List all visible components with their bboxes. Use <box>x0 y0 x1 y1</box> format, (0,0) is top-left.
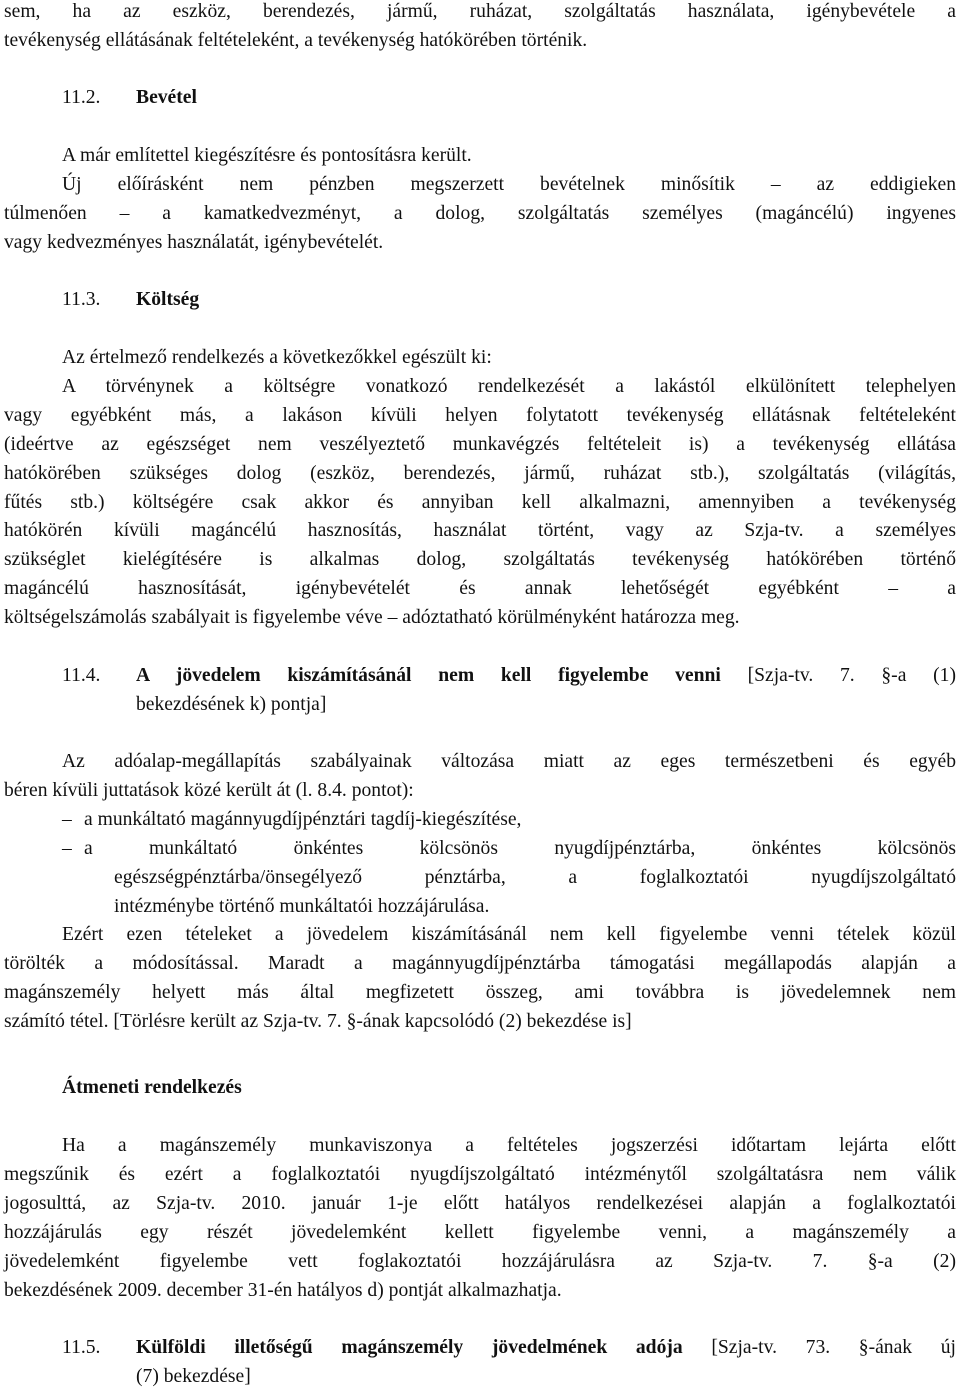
list-item-text-cont: intézménybe történő munkáltatói hozzájárulása. <box>114 895 490 917</box>
section-11-2-heading <box>4 84 956 113</box>
list-item-text: a munkáltató önkéntes kölcsönös nyugdíjpénztárba, önkéntes kölcsönös <box>84 837 956 859</box>
section-number: 11.5. <box>62 1337 101 1358</box>
text-line: bekezdésének 2009. december 31-én hatályos d) pontját alkalmazhatja. <box>4 1279 562 1301</box>
section-title-reference: [Szja-tv. 7. §-a (1) <box>720 665 956 686</box>
list-item <box>4 806 956 835</box>
text-line: (ideértve az egészséget nem veszélyeztető munkavégzés feltételeit is) a tevékenység ellátása <box>4 433 956 455</box>
section-11-4-heading <box>4 662 956 720</box>
text-line: jogosulttá, az Szja-tv. 2010. január 1-je előtt hatályos rendelkezései alapján a foglalkoztatói <box>4 1192 956 1214</box>
section-title: Költség <box>136 289 200 310</box>
list-item-text: a munkáltató magánnyugdíjpénztári tagdíj-kiegészítése, <box>84 808 522 830</box>
text-line: Az adóalap-megállapítás szabályainak változása miatt az eges természetbeni és egyéb <box>62 751 956 772</box>
transition-heading <box>4 1074 956 1103</box>
text-line: megszűnik és ezért a foglalkoztatói nyugdíjszolgáltató intézménytől szolgáltatásra nem válik <box>4 1163 956 1185</box>
text-line: Ha a magánszemély munkaviszonya a feltételes jogszerzési időtartam lejárta előtt <box>62 1135 956 1156</box>
list-item-text-cont: egészségpénztárba/önsegélyező pénztárba, a foglalkoztatói nyugdíjszolgáltató <box>114 866 956 888</box>
section-11-2-body <box>4 142 956 258</box>
text-line: fűtés stb.) költségére csak akkor és annyiban kell alkalmazni, amennyiben a tevékenység <box>4 491 956 513</box>
text-line: magáncélú hasznosítását, igénybevételét és annak lehetőségét egyébként – a <box>4 578 956 600</box>
section-11-5-heading <box>4 1334 956 1392</box>
section-11-3-body <box>4 344 956 633</box>
text-line: hatókörén kívüli magáncélú hasznosítás, használat történt, vagy az Szja-tv. a személyes <box>4 520 956 542</box>
text-line: túlmenően – a kamatkedvezményt, a dolog, szolgáltatás személyes (magáncélú) ingyenes <box>4 202 956 224</box>
section-title-reference-cont: bekezdésének k) pontja] <box>136 693 327 715</box>
section-number: 11.4. <box>62 665 101 686</box>
section-title-reference: [Szja-tv. 73. §-ának új <box>682 1337 956 1358</box>
section-title-line <box>136 662 956 691</box>
text-line: jövedelemként figyelembe vett foglakoztatói hozzájárulásra az Szja-tv. 7. §-a (2) <box>4 1250 956 1272</box>
text-line: hatókörében szükséges dolog (eszköz, berendezés, jármű, ruházat stb.), szolgáltatás (világítás, <box>4 462 956 484</box>
dash-bullet: – <box>62 837 72 859</box>
text-line: béren kívüli juttatások közé került át (l. 8.4. pontot): <box>4 779 414 801</box>
section-title: A jövedelem kiszámításánál nem kell figyelembe venni <box>136 665 721 686</box>
text-line: Ezért ezen tételeket a jövedelem kiszámításánál nem kell figyelembe venni tételek közül <box>62 924 956 946</box>
text-line: költségelszámolás szabályait is figyelembe véve – adóztatható körülményként határozza meg. <box>4 607 740 629</box>
text-line: hozzájárulás egy részét jövedelemként kellett figyelembe venni, a magánszemély a <box>4 1221 956 1243</box>
section-title-line <box>136 1334 956 1363</box>
text-line: sem, ha az eszköz, berendezés, jármű, ruházat, szolgáltatás használata, igénybevétele a <box>4 1 956 22</box>
list-item <box>4 835 956 864</box>
text-line: vagy kedvezményes használatát, igénybevételét. <box>4 231 384 253</box>
text-line: magánszemély helyett más által megfizetett összeg, ami továbbra is jövedelemnek nem <box>4 982 956 1004</box>
text-line: szükséglet kielégítésére is alkalmas dolog, szolgáltatás tevékenység hatókörében történő <box>4 549 956 571</box>
text-line: Új előírásként nem pénzben megszerzett bevételnek minősítik – az eddigieken <box>62 173 956 195</box>
section-title: Bevétel <box>136 87 197 108</box>
carryover-paragraph <box>4 0 956 56</box>
section-number: 11.2. <box>62 87 101 108</box>
text-line: A törvénynek a költségre vonatkozó rendelkezését a lakástól elkülönített telephelyen <box>62 375 956 397</box>
dash-bullet: – <box>62 808 72 830</box>
transition-title: Átmeneti rendelkezés <box>62 1077 242 1098</box>
text-line: vagy egyébként más, a lakáson kívüli helyen folytatott tevékenység ellátásnak feltételeként <box>4 404 956 426</box>
section-title-reference-cont: (7) bekezdése] <box>136 1365 251 1387</box>
section-number: 11.3. <box>62 289 101 310</box>
section-11-4-body <box>4 748 956 1037</box>
paragraph: A már említettel kiegészítésre és pontosításra került. <box>62 145 472 166</box>
text-line: számító tétel. [Törlésre került az Szja-tv. 7. §-ának kapcsolódó (2) bekezdése is] <box>4 1011 632 1033</box>
section-title: Külföldi illetőségű magánszemély jövedelmének adója <box>136 1337 683 1358</box>
text-line: törölték a módosítással. Maradt a magánnyugdíjpénztárba támogatási megállapodás alapján a <box>4 953 956 975</box>
paragraph: Az értelmező rendelkezés a következőkkel egészült ki: <box>62 347 492 368</box>
transition-body <box>4 1132 956 1305</box>
section-11-3-heading <box>4 286 956 315</box>
text-line: tevékenység ellátásának feltételeként, a tevékenység hatókörében történik. <box>4 29 588 51</box>
